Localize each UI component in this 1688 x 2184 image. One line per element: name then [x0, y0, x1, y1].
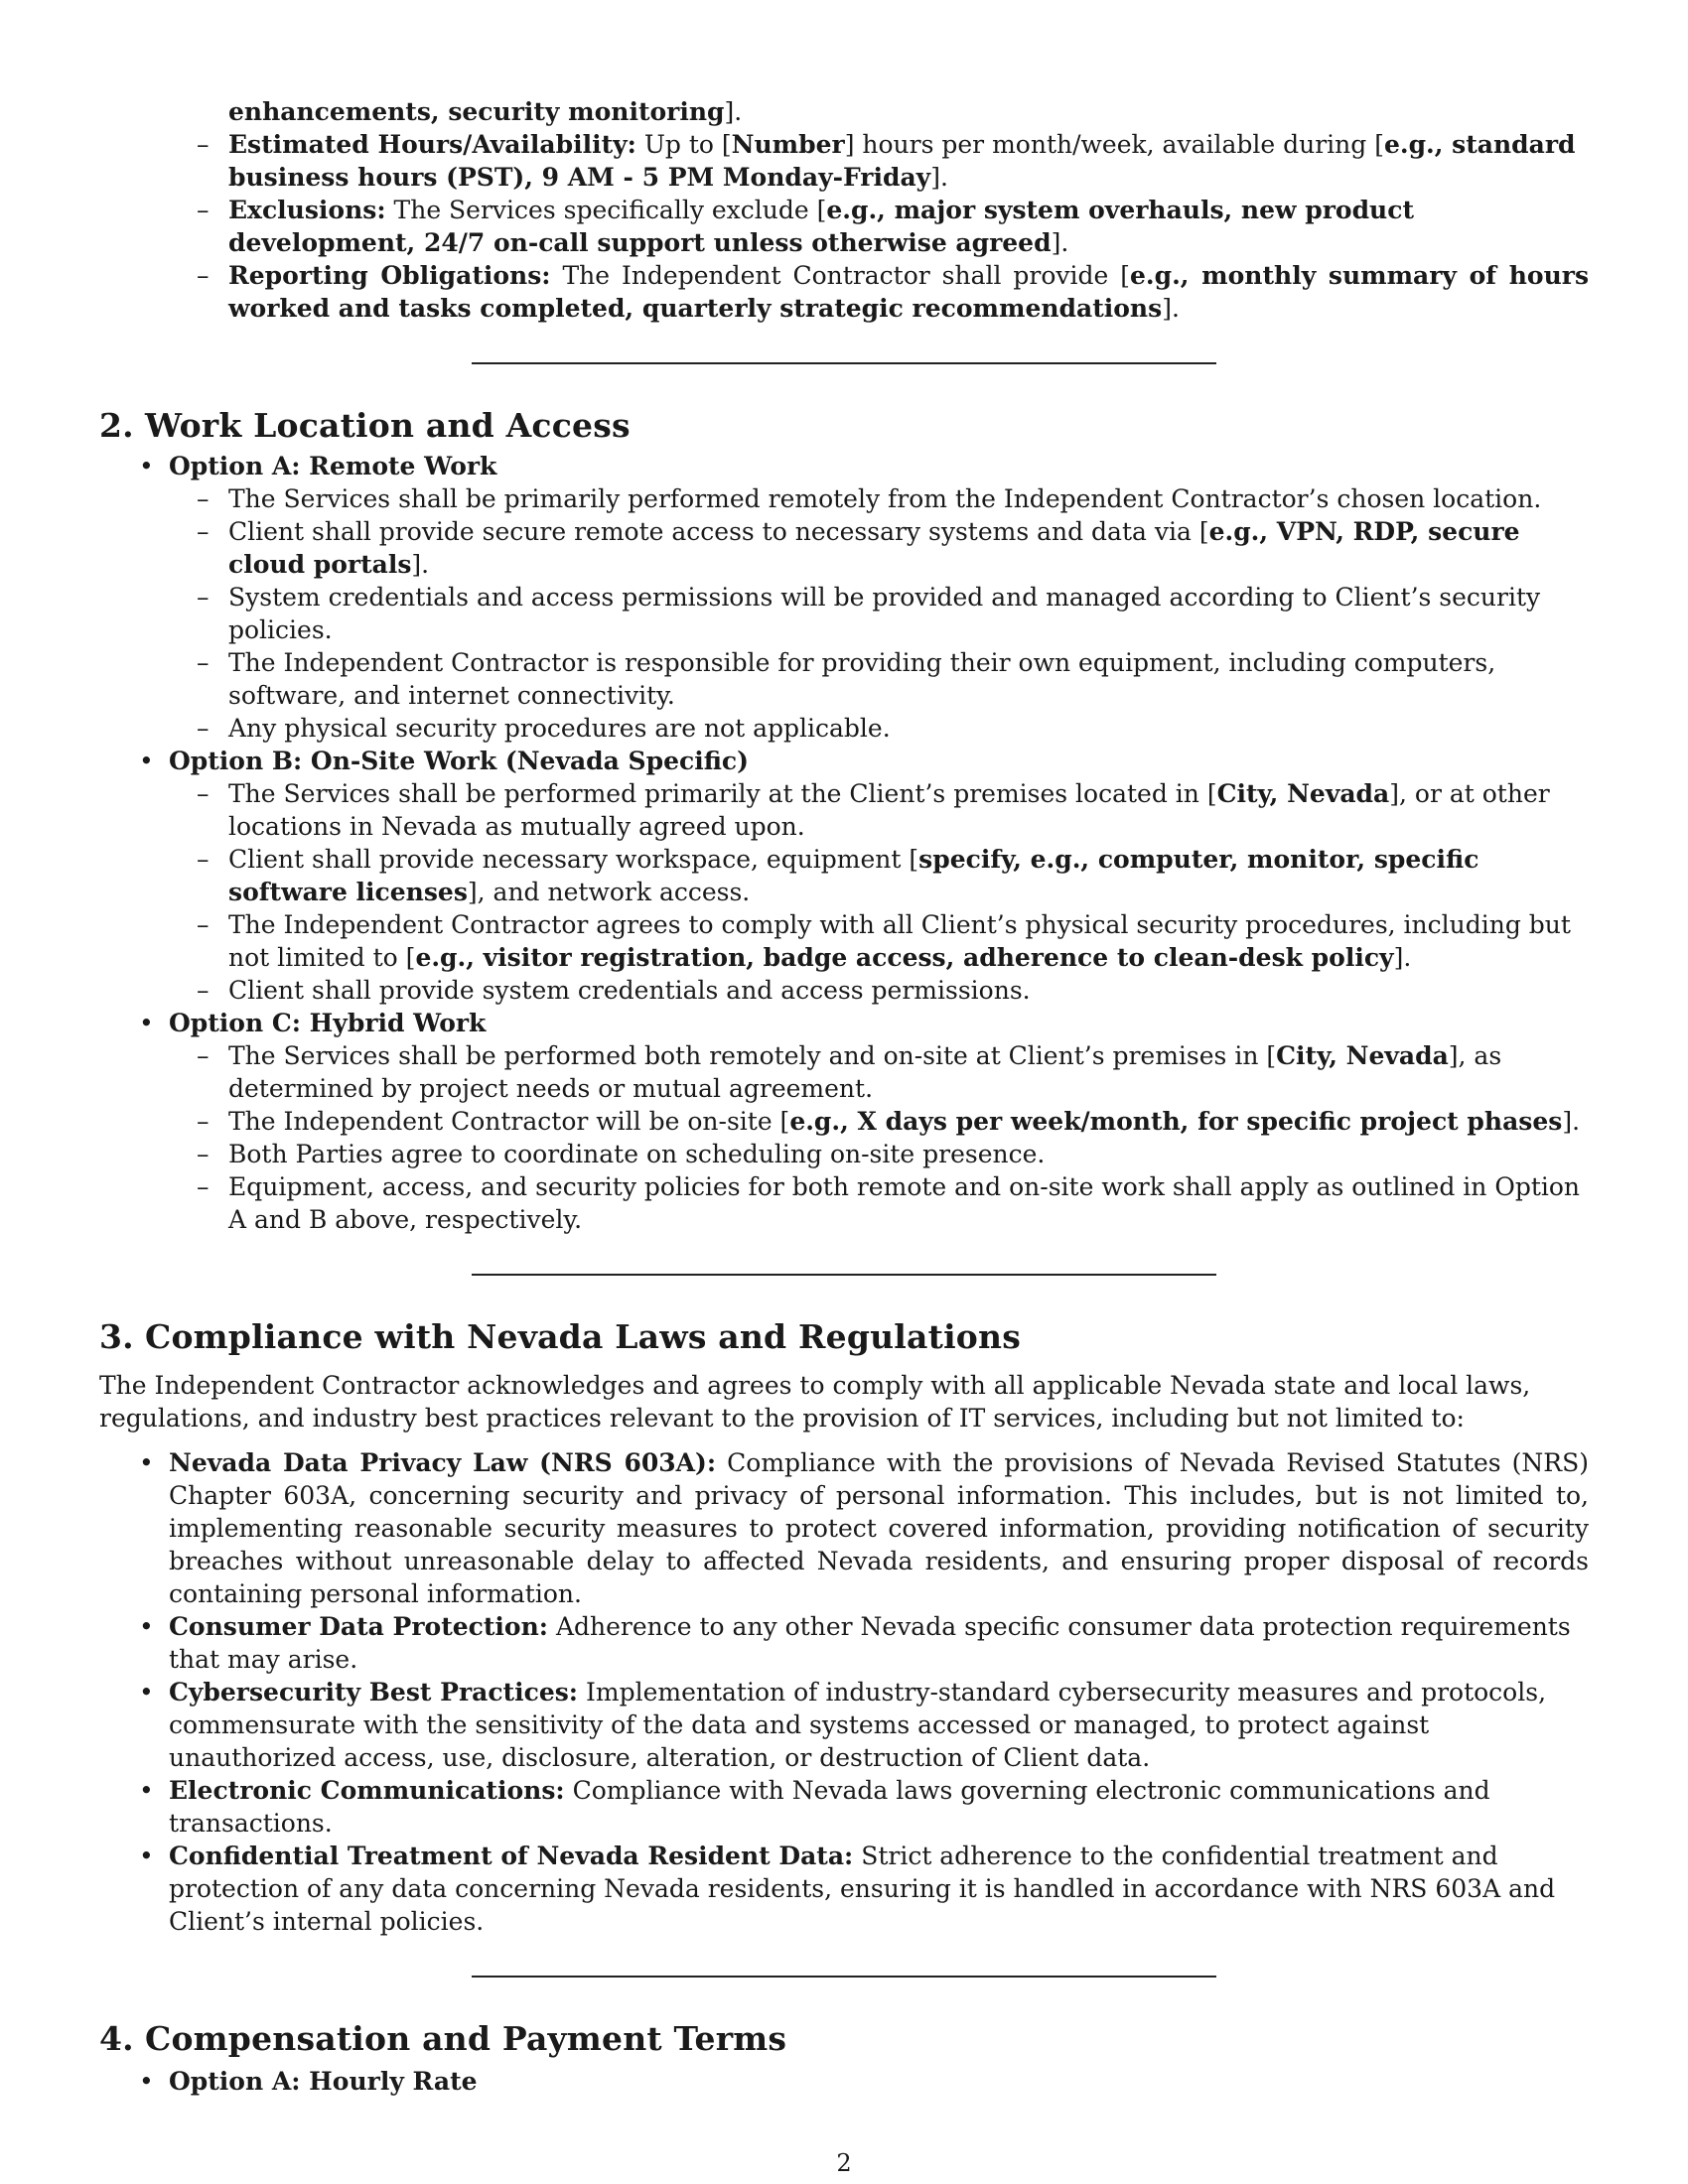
list-item: – Client shall provide secure remote access to necessary systems and data via [e.g., VPN, RDP, secure cloud portals]. [99, 515, 1589, 581]
option-b-onsite-work: • Option B: On-Site Work (Nevada Specific) [99, 745, 1589, 777]
option-c-hybrid-work: • Option C: Hybrid Work [99, 1007, 1589, 1039]
list-item: – The Independent Contractor agrees to comply with all Client’s physical security procedures, including but not limited to [e.g., visitor registration, badge access, adherence to clean-desk policy]. [99, 908, 1589, 974]
list-item: – Both Parties agree to coordinate on scheduling on-site presence. [99, 1138, 1589, 1170]
section-divider [472, 1976, 1216, 1978]
list-item-confidential-treatment: • Confidential Treatment of Nevada Resident Data: Strict adherence to the confidential treatment and protection of any data concerning Nevada residents, ensuring it is handled in accordance with NRS 603A and Client’s internal policies. [99, 1840, 1589, 1938]
section4-heading: 4. Compensation and Payment Terms [99, 2019, 787, 2058]
section2-heading: 2. Work Location and Access [99, 406, 631, 445]
list-item: – The Services shall be primarily performed remotely from the Independent Contractor’s chosen location. [99, 482, 1589, 515]
list-item: – Equipment, access, and security policies for both remote and on-site work shall apply as outlined in Option A and B above, respectively. [99, 1170, 1589, 1236]
list-item-estimated-hours: – Estimated Hours/Availability: Up to [Number] hours per month/week, available during [e.g., standard business hours (PST), 9 AM - 5 PM Monday-Friday]. [99, 128, 1589, 194]
document-page [99, 95, 1589, 2098]
list-item-nrs-603a: • Nevada Data Privacy Law (NRS 603A): Compliance with the provisions of Nevada Revised Statutes (NRS) Chapter 603A, concerning security and privacy of personal information. This includes, but is not limited to, implementing reasonable security measures to protect covered information, providing notification of security breaches without unreasonable delay to affected Nevada residents, and ensuring proper disposal of records containing personal information. [99, 1446, 1589, 1610]
section-divider [472, 362, 1216, 364]
list-item: – System credentials and access permissions will be provided and managed according to Client’s security policies. [99, 581, 1589, 646]
list-item: enhancements, security monitoring]. [228, 97, 743, 126]
section3-intro: The Independent Contractor acknowledges and agrees to comply with all applicable Nevada state and local laws, regulations, and industry best practices relevant to the provision of IT services, including but not limited to: [99, 1371, 1531, 1433]
option-a-remote-work: • Option A: Remote Work [99, 450, 1589, 482]
list-item-cybersecurity: • Cybersecurity Best Practices: Implementation of industry-standard cybersecurity measures and protocols, commensurate with the sensitivity of the data and systems accessed or managed, to protect against unauthorized access, use, disclosure, alteration, or destruction of Client data. [99, 1676, 1589, 1774]
list-item: – Any physical security procedures are not applicable. [99, 712, 1589, 745]
option-a-hourly-rate: • Option A: Hourly Rate [99, 2065, 1589, 2098]
section1-list-continuation [99, 95, 1589, 325]
list-item: – The Independent Contractor will be on-site [e.g., X days per week/month, for specific project phases]. [99, 1105, 1589, 1138]
list-item: – Client shall provide system credentials and access permissions. [99, 974, 1589, 1007]
list-item-consumer-data: • Consumer Data Protection: Adherence to any other Nevada specific consumer data protection requirements that may arise. [99, 1610, 1589, 1676]
list-item: – The Services shall be performed primarily at the Client’s premises located in [City, Nevada], or at other locations in Nevada as mutually agreed upon. [99, 777, 1589, 843]
list-item: – The Independent Contractor is responsible for providing their own equipment, including computers, software, and internet connectivity. [99, 646, 1589, 712]
compliance-list [99, 1446, 1589, 1938]
page-number: 2 [836, 2149, 852, 2177]
list-item: – Client shall provide necessary workspace, equipment [specify, e.g., computer, monitor, specific software licenses], and network access. [99, 843, 1589, 908]
section-divider [472, 1274, 1216, 1276]
list-item-exclusions: – Exclusions: The Services specifically exclude [e.g., major system overhauls, new product development, 24/7 on-call support unless otherwise agreed]. [99, 194, 1589, 259]
list-item: – The Services shall be performed both remotely and on-site at Client’s premises in [City, Nevada], as determined by project needs or mutual agreement. [99, 1039, 1589, 1105]
list-item-reporting-obligations: – Reporting Obligations: The Independent Contractor shall provide [e.g., monthly summary of hours worked and tasks completed, quarterly strategic recommendations]. [99, 259, 1589, 325]
list-item-electronic-communications: • Electronic Communications: Compliance with Nevada laws governing electronic communications and transactions. [99, 1774, 1589, 1840]
section3-heading: 3. Compliance with Nevada Laws and Regulations [99, 1317, 1021, 1356]
